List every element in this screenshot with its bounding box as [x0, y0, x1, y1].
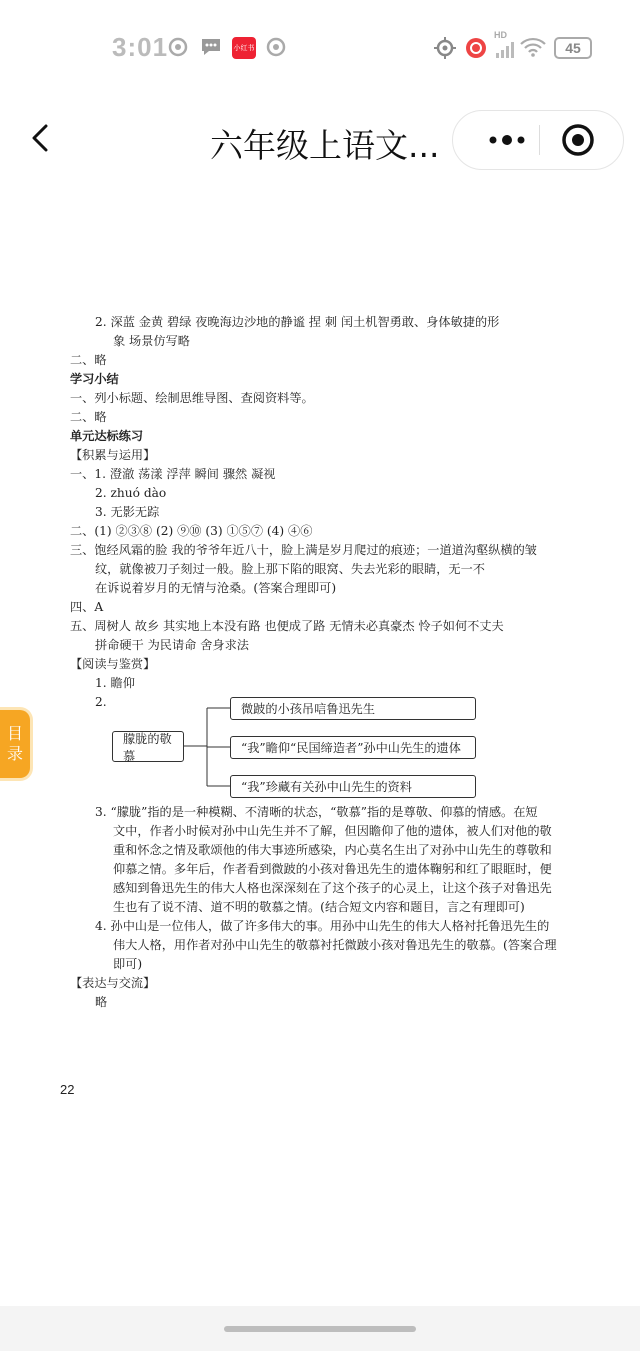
subsection-heading: 【积累与运用】 — [70, 448, 156, 462]
toc-tab-label-1: 目 — [6, 724, 23, 743]
answer-line: 拼命硬干 为民请命 舍身求法 — [95, 638, 249, 652]
answer-line: 2. 深蓝 金黄 碧绿 夜晚海边沙地的静谧 捏 刺 闰土机智勇敢、身体敏捷的形 — [95, 315, 500, 329]
battery-indicator: 45 — [554, 37, 592, 59]
page-title: 六年级上语文... — [210, 126, 440, 165]
section-heading: 学习小结 — [70, 372, 119, 386]
answer-line: 仰慕之情。多年后，作者看到微跛的小孩对鲁迅先生的遗体鞠躬和红了眼眶时，便 — [113, 862, 552, 876]
answer-line: 文中，作者小时候对孙中山先生并不了解，但因瞻仰了他的遗体，被人们对他的敬 — [113, 824, 552, 838]
answer-line: 略 — [95, 995, 108, 1009]
toc-tab-label-2: 录 — [6, 744, 23, 763]
mind-map-branch — [230, 736, 476, 759]
network-label: HD — [494, 30, 507, 40]
mind-map-branch-label: 微跛的小孩吊唁鲁迅先生 — [241, 702, 376, 716]
mind-map-branch — [230, 697, 476, 720]
answer-line: 一、1. 澄澈 荡漾 浮萍 瞬间 骤然 凝视 — [70, 467, 276, 481]
subsection-heading: 【阅读与鉴赏】 — [70, 657, 156, 671]
app-badge-label: 小红书 — [233, 44, 255, 52]
answer-line: 二、(1) ②③⑧ (2) ⑨⑩ (3) ①⑤⑦ (4) ④⑥ — [70, 524, 313, 538]
answer-line: 4. 孙中山是一位伟人，做了许多伟大的事。用孙中山先生的伟大人格衬托鲁迅先生的 — [95, 919, 550, 933]
mind-map-branch — [230, 775, 476, 798]
section-heading: 单元达标练习 — [70, 429, 144, 443]
answer-line: 1. 瞻仰 — [95, 676, 135, 690]
mind-map-branch-label: “我”珍藏有关孙中山先生的资料 — [241, 780, 412, 794]
answer-line: 五、周树人 故乡 其实地上本没有路 也便成了路 无情未必真豪杰 怜子如何不丈夫 — [70, 619, 504, 633]
answer-line: 纹，就像被刀子刻过一般。脸上那下陷的眼窝、失去光彩的眼睛，无一不 — [95, 562, 485, 576]
answer-line: 2. — [95, 695, 107, 709]
answer-line: 象 场景仿写略 — [113, 334, 190, 348]
answer-line: 感知到鲁迅先生的伟大人格也深深刻在了这个孩子的心灵上，让这个孩子对鲁迅先 — [113, 881, 552, 895]
answer-line: 在诉说着岁月的无情与沧桑。(答案合理即可) — [95, 581, 337, 595]
mind-map-root — [112, 731, 184, 762]
answer-line: 3. 无影无踪 — [95, 505, 160, 519]
answer-line: 三、饱经风霜的脸 我的爷爷年近八十，脸上满是岁月爬过的痕迹；一道道沟壑纵横的皱 — [70, 543, 537, 557]
home-indicator[interactable] — [224, 1326, 416, 1332]
answer-line: 伟大人格，用作者对孙中山先生的敬慕衬托微跛小孩对鲁迅先生的敬慕。(答案合理 — [113, 938, 557, 952]
answer-line: 一、列小标题、绘制思维导图、查阅资料等。 — [70, 391, 314, 405]
answer-line: 二、略 — [70, 410, 107, 424]
answer-line: 2. zhuó dào — [95, 486, 167, 500]
answer-line: 生也有了说不清、道不明的敬慕之情。(结合短文内容和题目，言之有理即可) — [113, 900, 525, 914]
page-number: 22 — [60, 1082, 75, 1097]
answer-line: 即可) — [113, 957, 143, 971]
table-of-contents-tab[interactable] — [0, 710, 30, 778]
mind-map-branch-label: “我”瞻仰“民国缔造者”孙中山先生的遗体 — [241, 741, 461, 755]
answer-line: 重和怀念之情及歌颂他的伟大事迹所感染，内心莫名生出了对孙中山先生的尊敬和 — [113, 843, 552, 857]
answer-line: 3. “朦胧”指的是一种模糊、不清晰的状态，“敬慕”指的是尊敬、仰慕的情感。在短 — [95, 805, 538, 819]
mind-map-root-label: 朦胧的敬慕 — [123, 731, 172, 763]
answer-line: 四、A — [70, 600, 104, 614]
answer-line: 二、略 — [70, 353, 107, 367]
status-time: 3:01 — [112, 32, 169, 62]
subsection-heading: 【表达与交流】 — [70, 976, 156, 990]
